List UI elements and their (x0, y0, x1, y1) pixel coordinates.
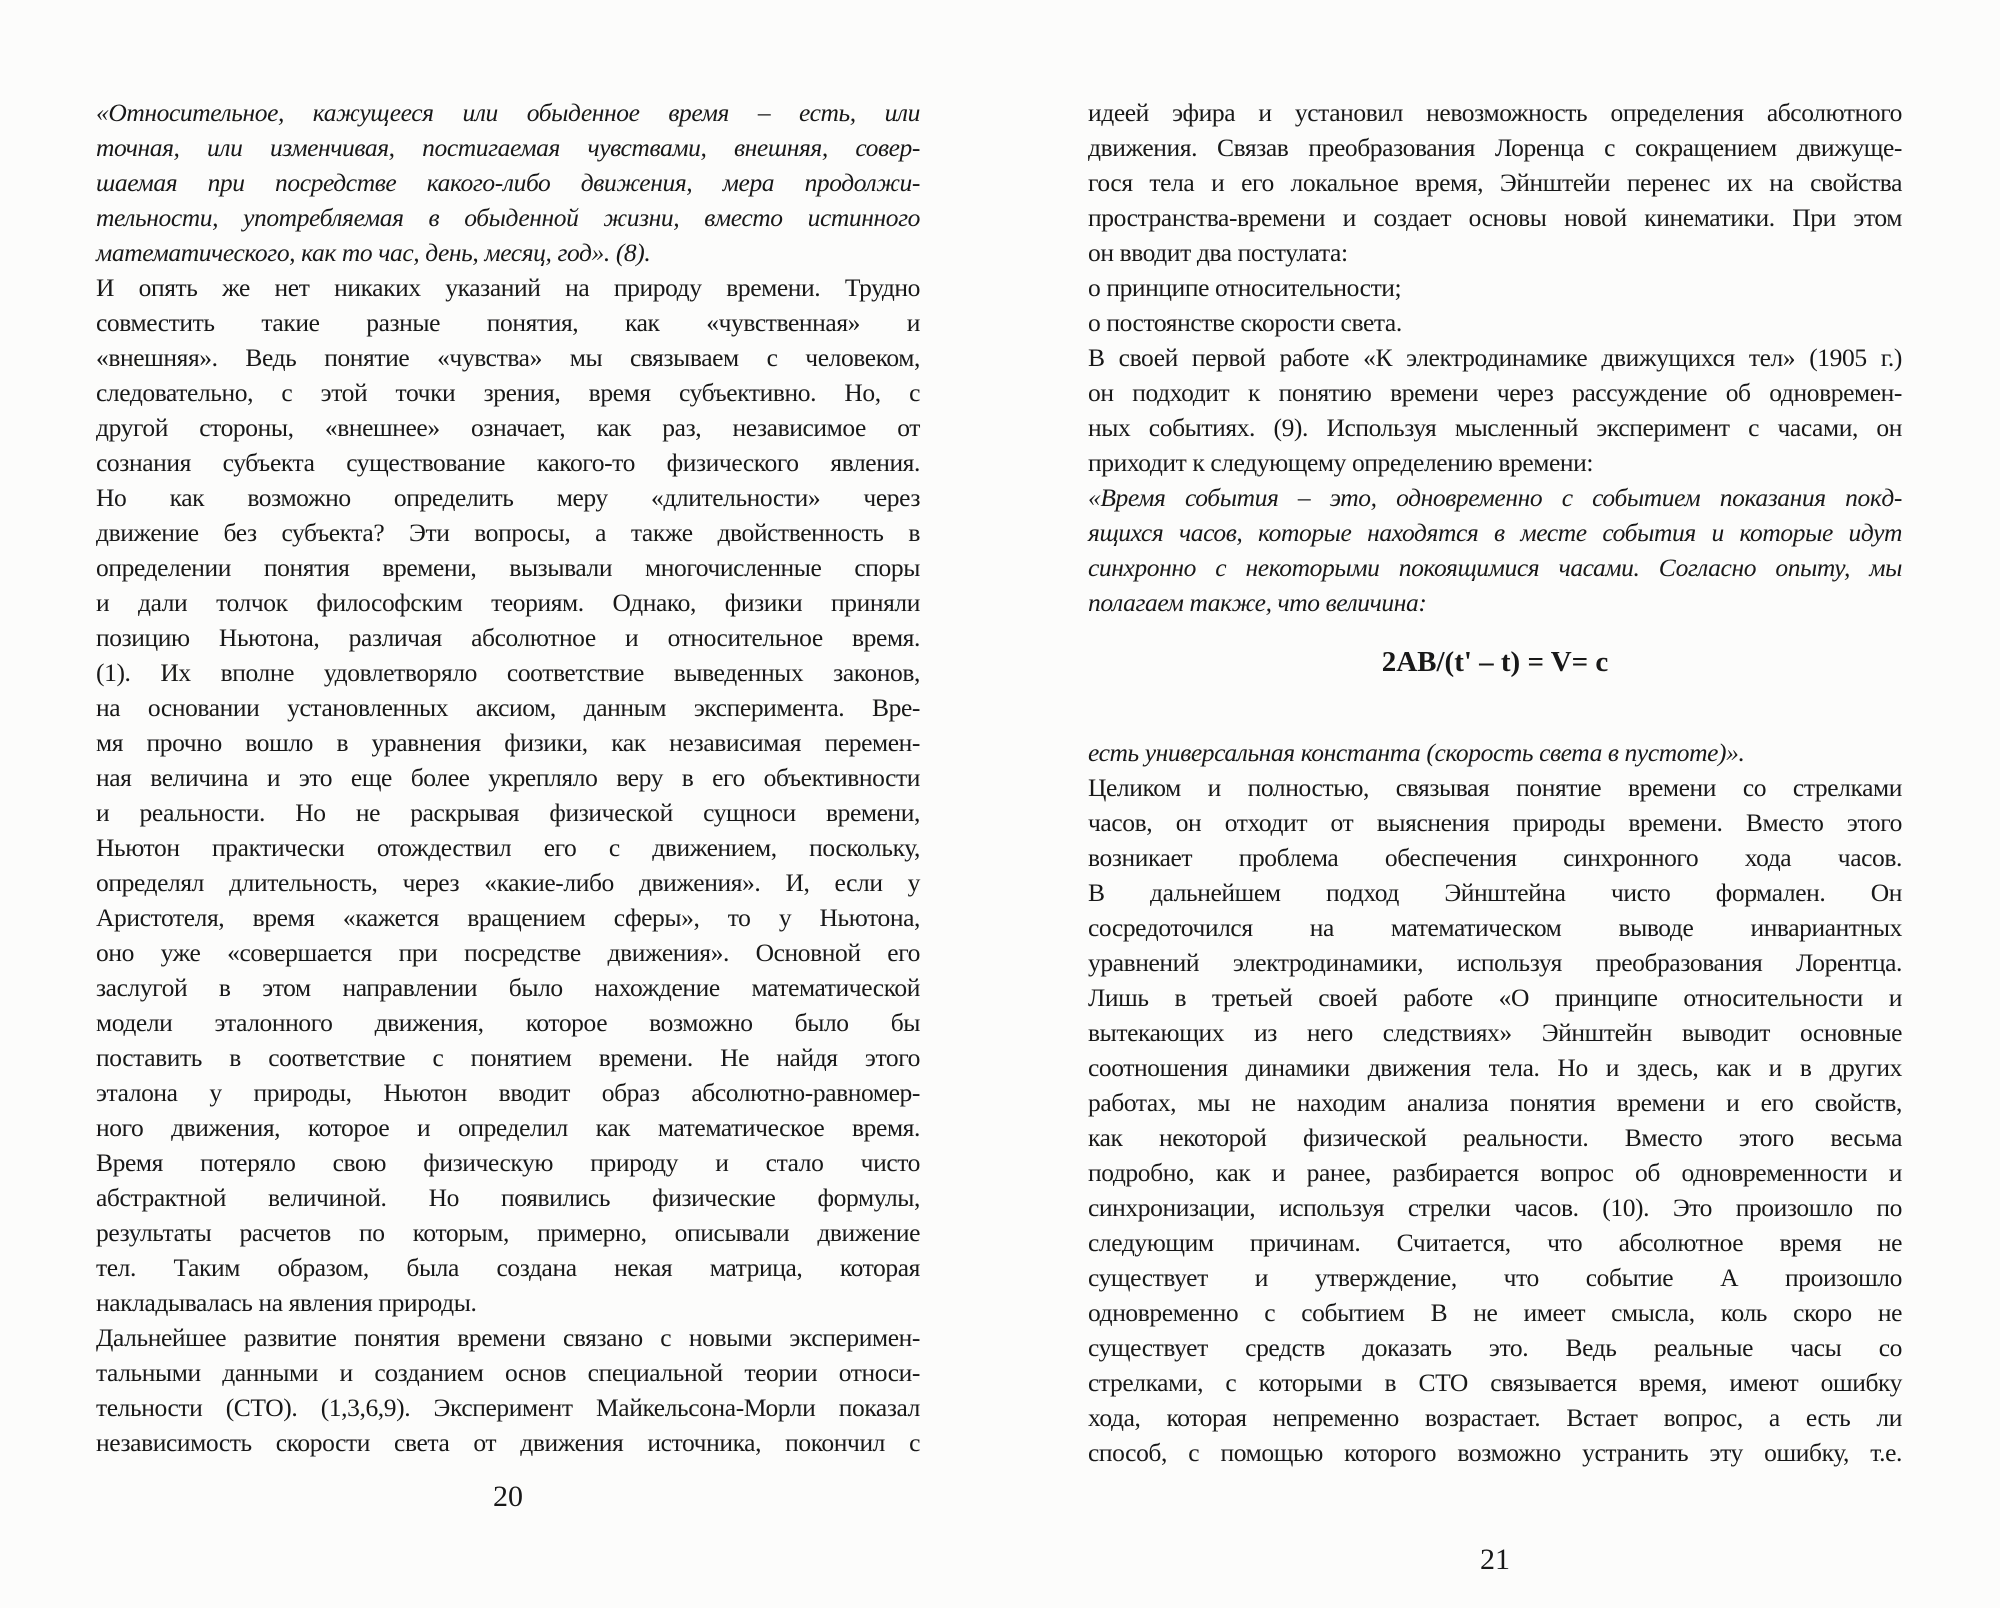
text-line: В своей первой работе «К электродинамике движущихся тел» (1905 г.) (1088, 343, 1902, 372)
text-line: существует и утверждение, что событие А произошло (1088, 1263, 1902, 1292)
text-line: сознания субъекта существование какого-то физического явления. (96, 448, 920, 477)
text-line: совместить такие разные понятия, как «чувственная» и (96, 308, 920, 337)
text-line: приходит к следующему определению времени: (1088, 448, 1594, 477)
text-line: вытекающих из него следствиях» Эйнштейн выводит основные (1088, 1018, 1902, 1047)
text-line: тельности (СТО). (1,3,6,9). Эксперимент Майкельсона-Морли показал (96, 1393, 920, 1422)
right-page (1088, 95, 1902, 1576)
text-line: Целиком и полностью, связывая понятие времени со стрелками (1088, 773, 1902, 802)
text-line: Дальнейшее развитие понятия времени связано с новыми эксперимен- (96, 1323, 920, 1352)
right-page-number: 21 (1480, 1543, 1510, 1576)
text-line: пространства-времени и создает основы новой кинематики. При этом (1088, 203, 1902, 232)
text-line: существует средств доказать это. Ведь реальные часы со (1088, 1333, 1902, 1362)
text-line: определении понятия времени, вызывали многочисленные споры (96, 553, 920, 582)
text-line: тельности, употребляемая в обыденной жизни, вместо истинного (96, 203, 920, 232)
text-line: (1). Их вполне удовлетворяло соответствие выведенных законов, (96, 658, 920, 687)
text-line: о постоянстве скорости света. (1088, 308, 1402, 337)
text-line: результаты расчетов по которым, примерно, описывали движение (96, 1218, 920, 1247)
text-line: точная, или изменчивая, постигаемая чувствами, внешняя, совер- (96, 133, 920, 162)
text-line: накладывалась на явления природы. (96, 1288, 477, 1317)
left-page-number: 20 (493, 1480, 523, 1513)
text-line: эталона у природы, Ньютон вводит образ абсолютно-равномер- (96, 1078, 920, 1107)
text-line: «внешняя». Ведь понятие «чувства» мы связываем с человеком, (96, 343, 920, 372)
left-page (96, 95, 920, 1513)
text-line: В дальнейшем подход Эйнштейна чисто формален. Он (1088, 878, 1902, 907)
text-line: движения. Связав преобразования Лоренца с сокращением движуще- (1088, 133, 1902, 162)
formula-line: 2AB/(t' – t) = V= c (1381, 646, 1609, 678)
text-line: тел. Таким образом, была создана некая матрица, которая (96, 1253, 920, 1282)
text-line: «Время события – это, одновременно с событием показания покд- (1088, 483, 1902, 512)
text-line: возникает проблема обеспечения синхронного хода часов. (1088, 843, 1902, 872)
text-line: идеей эфира и установил невозможность определения абсолютного (1088, 98, 1902, 127)
text-line: мя прочно вошло в уравнения физики, как независимая перемен- (96, 728, 920, 757)
text-line: ных событиях. (9). Используя мысленный эксперимент с часами, он (1088, 413, 1902, 442)
text-line: способ, с помощью которого возможно устранить эту ошибку, т.е. (1088, 1438, 1902, 1467)
right-page-text (1088, 95, 1902, 1470)
text-line: тальными данными и созданием основ специальной теории относи- (96, 1358, 920, 1387)
text-line: и дали толчок философским теориям. Однако, физики приняли (96, 588, 920, 617)
text-line: поставить в соответствие с понятием времени. Не найдя этого (96, 1043, 920, 1072)
text-line: Лишь в третьей своей работе «О принципе относительности и (1088, 983, 1902, 1012)
text-line: подробно, как и ранее, разбирается вопрос об одновременности и (1088, 1158, 1902, 1187)
text-line: уравнений электродинамики, используя преобразования Лорентца. (1088, 948, 1902, 977)
text-line: синхронизации, используя стрелки часов. (10). Это произошло по (1088, 1193, 1902, 1222)
text-line: «Относительное, кажущееся или обыденное время – есть, или (96, 98, 920, 127)
text-line: соотношения динамики движения тела. Но и здесь, как и в других (1088, 1053, 1902, 1082)
text-line: модели эталонного движения, которое возможно было бы (96, 1008, 920, 1037)
text-line: Ньютон практически отождествил его с движением, поскольку, (96, 833, 920, 862)
text-line: одновременно с событием В не имеет смысла, коль скоро не (1088, 1298, 1902, 1327)
text-line: ящихся часов, которые находятся в месте события и которые идут (1088, 518, 1902, 547)
left-page-text (96, 95, 920, 1460)
text-line: работах, мы не находим анализа понятия времени и его свойств, (1088, 1088, 1902, 1117)
text-line: абстрактной величиной. Но появились физические формулы, (96, 1183, 920, 1212)
text-line: следовательно, с этой точки зрения, время субъективно. Но, с (96, 378, 920, 407)
text-line: позицию Ньютона, различая абсолютное и относительное время. (96, 623, 920, 652)
text-line: синхронно с некоторыми покоящимися часами. Согласно опыту, мы (1088, 553, 1902, 582)
text-line: хода, которая непременно возрастает. Встает вопрос, а есть ли (1088, 1403, 1902, 1432)
text-line: часов, он отходит от выяснения природы времени. Вместо этого (1088, 808, 1902, 837)
text-line: о принципе относительности; (1088, 273, 1402, 302)
text-line: стрелками, с которыми в СТО связывается время, имеют ошибку (1088, 1368, 1902, 1397)
text-line: полагаем также, что величина: (1088, 588, 1427, 617)
text-line: ного движения, которое и определил как математическое время. (96, 1113, 920, 1142)
text-line: сосредоточился на математическом выводе инвариантных (1088, 913, 1902, 942)
text-line: И опять же нет никаких указаний на природу времени. Трудно (96, 273, 920, 302)
text-line: есть универсальная константа (скорость света в пустоте)». (1088, 738, 1745, 767)
text-line: ная величина и это еще более укрепляло веру в его объективности (96, 763, 920, 792)
text-line: Время потеряло свою физическую природу и стало чисто (96, 1148, 920, 1177)
text-line: другой стороны, «внешнее» означает, как раз, независимое от (96, 413, 920, 442)
text-line: и реальности. Но не раскрывая физической сущноси времени, (96, 798, 920, 827)
text-line: Но как возможно определить меру «длительности» через (96, 483, 920, 512)
text-line: гося тела и его локальное время, Эйнштейи перенес их на свойства (1088, 168, 1902, 197)
text-line: как некоторой физической реальности. Вместо этого весьма (1088, 1123, 1902, 1152)
text-line: заслугой в этом направлении было нахождение математической (96, 973, 920, 1002)
text-line: определял длительность, через «какие-либо движения». И, если у (96, 868, 920, 897)
text-line: следующим причинам. Считается, что абсолютное время не (1088, 1228, 1902, 1257)
text-line: он вводит два постулата: (1088, 238, 1348, 267)
text-line: шаемая при посредстве какого-либо движения, мера продолжи- (96, 168, 920, 197)
text-line: движение без субъекта? Эти вопросы, а также двойственность в (96, 518, 920, 547)
text-line: независимость скорости света от движения источника, покончил с (96, 1428, 920, 1457)
text-line: оно уже «совершается при посредстве движения». Основной его (96, 938, 920, 967)
text-line: на основании установленных аксиом, данным эксперимента. Вре- (96, 693, 920, 722)
text-line: математического, как то час, день, месяц, год». (8). (96, 238, 651, 267)
text-line: он подходит к понятию времени через рассуждение об одновремен- (1088, 378, 1902, 407)
text-line: Аристотеля, время «кажется вращением сферы», то у Ньютона, (96, 903, 920, 932)
